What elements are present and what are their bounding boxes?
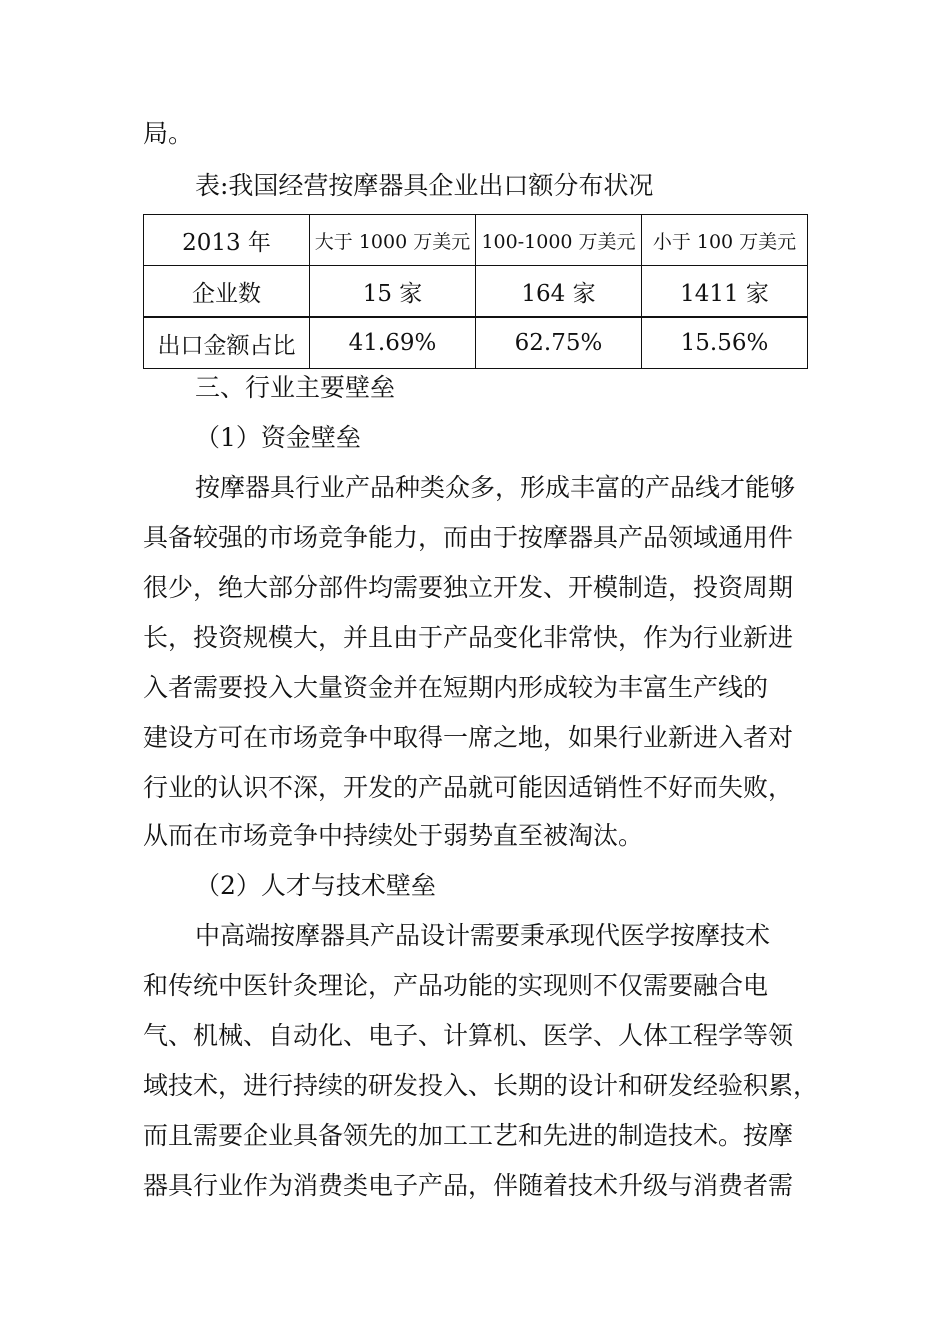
paragraph-line: 很少，绝大部分部件均需要独立开发、开模制造，投资周期 [143,573,794,602]
paragraph-line: 建设方可在市场竞争中取得一席之地，如果行业新进入者对 [143,723,794,752]
table-cell: 164 家 [476,266,642,318]
paragraph-line: 入者需要投入大量资金并在短期内形成较为丰富生产线的 [143,673,769,702]
table-row [144,317,808,369]
export-distribution-table [143,214,808,369]
table-header-cell: 2013 年 [144,215,310,266]
table-caption: 表:我国经营按摩器具企业出口额分布状况 [195,171,654,200]
table-cell: 15 家 [310,266,476,318]
table-header-cell: 100-1000 万美元 [476,215,642,266]
paragraph-line: 和传统中医针灸理论，产品功能的实现则不仅需要融合电 [143,971,769,1000]
paragraph-line: 而且需要企业具备领先的加工工艺和先进的制造技术。按摩 [143,1121,794,1150]
table-cell: 41.69% [310,317,476,369]
paragraph-line: 具备较强的市场竞争能力，而由于按摩器具产品领域通用件 [143,523,794,552]
table-cell: 企业数 [144,266,310,318]
subsection-heading-talent: （2）人才与技术壁垒 [195,871,436,900]
paragraph-line: 器具行业作为消费类电子产品，伴随着技术升级与消费者需 [143,1171,794,1200]
table-cell: 出口金额占比 [144,317,310,369]
section-heading: 三、行业主要壁垒 [195,373,396,402]
paragraph-line: 长，投资规模大，并且由于产品变化非常快，作为行业新进 [143,623,794,652]
subsection-heading-capital: （1）资金壁垒 [195,423,361,452]
table-row [144,266,808,318]
paragraph-line: 从而在市场竞争中持续处于弱势直至被淘汰。 [143,821,644,850]
table-cell: 1411 家 [642,266,808,318]
table-cell: 15.56% [642,317,808,369]
paragraph-line: 域技术，进行持续的研发投入、长期的设计和研发经验积累， [143,1071,819,1100]
paragraph-line: 按摩器具行业产品种类众多，形成丰富的产品线才能够 [195,473,796,502]
table-header-cell: 大于 1000 万美元 [310,215,476,266]
continuation-text: 局。 [143,119,194,148]
paragraph-line: 行业的认识不深，开发的产品就可能因适销性不好而失败， [143,773,794,802]
paragraph-line: 中高端按摩器具产品设计需要秉承现代医学按摩技术 [195,921,771,950]
table-header-cell: 小于 100 万美元 [642,215,808,266]
table-cell: 62.75% [476,317,642,369]
paragraph-line: 气、机械、自动化、电子、计算机、医学、人体工程学等领 [143,1021,794,1050]
table-header-row [144,215,808,266]
